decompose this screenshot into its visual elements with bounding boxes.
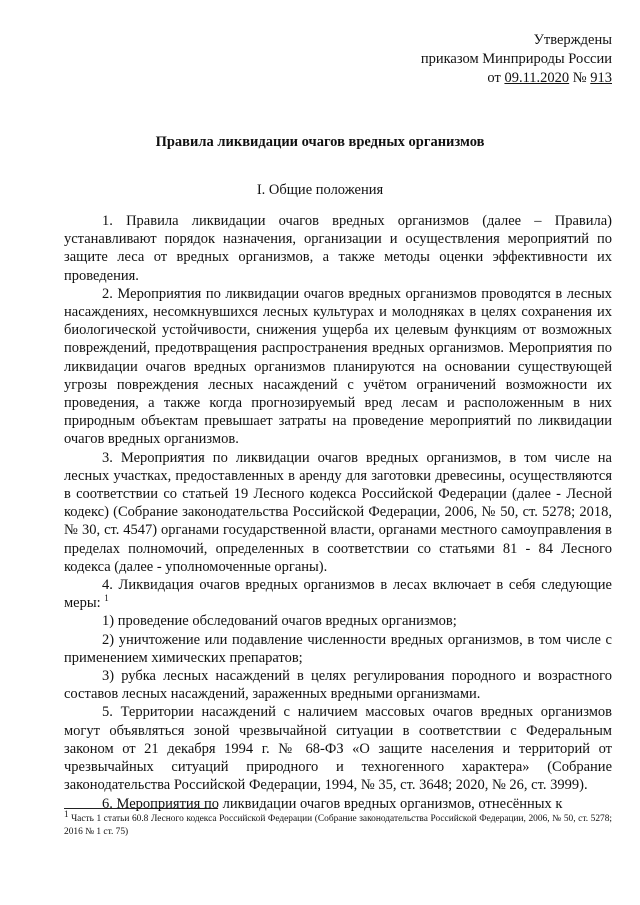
document-title: Правила ликвидации очагов вредных организмов — [155, 134, 485, 150]
paragraph-4-item-2: 2) уничтожение или подавление численности вредных организмов, в том числе с применением химических препаратов; — [64, 631, 612, 666]
paragraph-6: 6. Мероприятия по ликвидации очагов вредных организмов, отнесённых к — [102, 795, 563, 812]
paragraph-5: 5. Территории насаждений с наличием массовых очагов вредных организмов могут объявляться зоной чрезвычайной ситуации в соответствии с Федеральным законом от 21 декабря 1994 г. № 68-ФЗ «О защите населения и территорий от чрезвычайных ситуаций природного и техногенного характера» (Собрание законодательства Российской Федерации, 1994, № 35, ст. 3648; 2020, № 26, ст. 3999). — [64, 704, 612, 794]
approval-number-sign: № — [569, 70, 591, 86]
paragraph-4-text: 4. Ликвидация очагов вредных организмов в лесах включает в себя следующие меры: — [64, 577, 612, 612]
approval-line-3 — [421, 69, 612, 88]
footnote-reference: 1 — [104, 593, 109, 604]
footnote-text: Часть 1 статьи 60.8 Лесного кодекса Российской Федерации (Собрание законодательства Российской Федерации, 2006, № 50, ст. 5278; 2016 № 1 ст. 75) — [64, 814, 612, 837]
approval-line-1: Утверждены — [533, 32, 612, 48]
paragraph-4-item-3: 3) рубка лесных насаждений в целях регулирования породного и возрастного составов лесных насаждений, зараженных вредными организмами. — [64, 668, 612, 703]
approval-stamp — [421, 31, 612, 88]
approval-number: 913 — [590, 70, 612, 86]
footnote-mark: 1 — [64, 808, 69, 819]
paragraph-4-item-1: 1) проведение обследований очагов вредных организмов; — [102, 613, 457, 630]
paragraph-1: 1. Правила ликвидации очагов вредных организмов (далее – Правила) устанавливают порядок назначения, организации и осуществления мероприятий по защите леса от вредных организмов, а также методы оценки эффективности их проведения. — [64, 213, 612, 284]
approval-date: 09.11.2020 — [504, 70, 570, 86]
approval-date-prefix: от — [487, 70, 505, 86]
approval-line-2: приказом Минприроды России — [420, 51, 612, 67]
footnote-divider — [64, 808, 218, 809]
footnote — [64, 808, 612, 838]
document-body — [64, 212, 612, 813]
paragraph-4 — [64, 576, 612, 612]
paragraph-2: 2. Мероприятия по ликвидации очагов вредных организмов проводятся в лесных насаждениях, несомкнувшихся лесных культурах и молодняках в целях сохранения их биологической устойчивости, снижения ущерба их целевым функциям от возможных повреждений, предотвращения распространения вредных организмов. Мероприятия по ликвидации очагов вредных организмов планируются на основании существующей угрозы повреждения лесных насаждений с учётом ограничений возможности их проведения, а также когда прогнозируемый вред лесам и расположенным в них природным объектам превышает затраты на проведение мероприятий по ликвидации очагов вредных организмов. — [64, 285, 612, 448]
paragraph-3: 3. Мероприятия по ликвидации очагов вредных организмов, в том числе на лесных участках, предоставленных в аренду для заготовки древесины, осуществляются в соответствии со статьей 19 Лесного кодекса Российской Федерации (далее - Лесной кодекс) (Собрание законодательства Российской Федерации, 2006, № 50, ст. 5278; 2018, № 30, ст. 4547) органами государственной власти, органами местного самоуправления в пределах полномочий, определенных в соответствии со статьями 81 - 84 Лесного кодекса (далее - уполномоченные органы). — [64, 449, 612, 575]
section-heading: I. Общие положения — [256, 182, 384, 198]
